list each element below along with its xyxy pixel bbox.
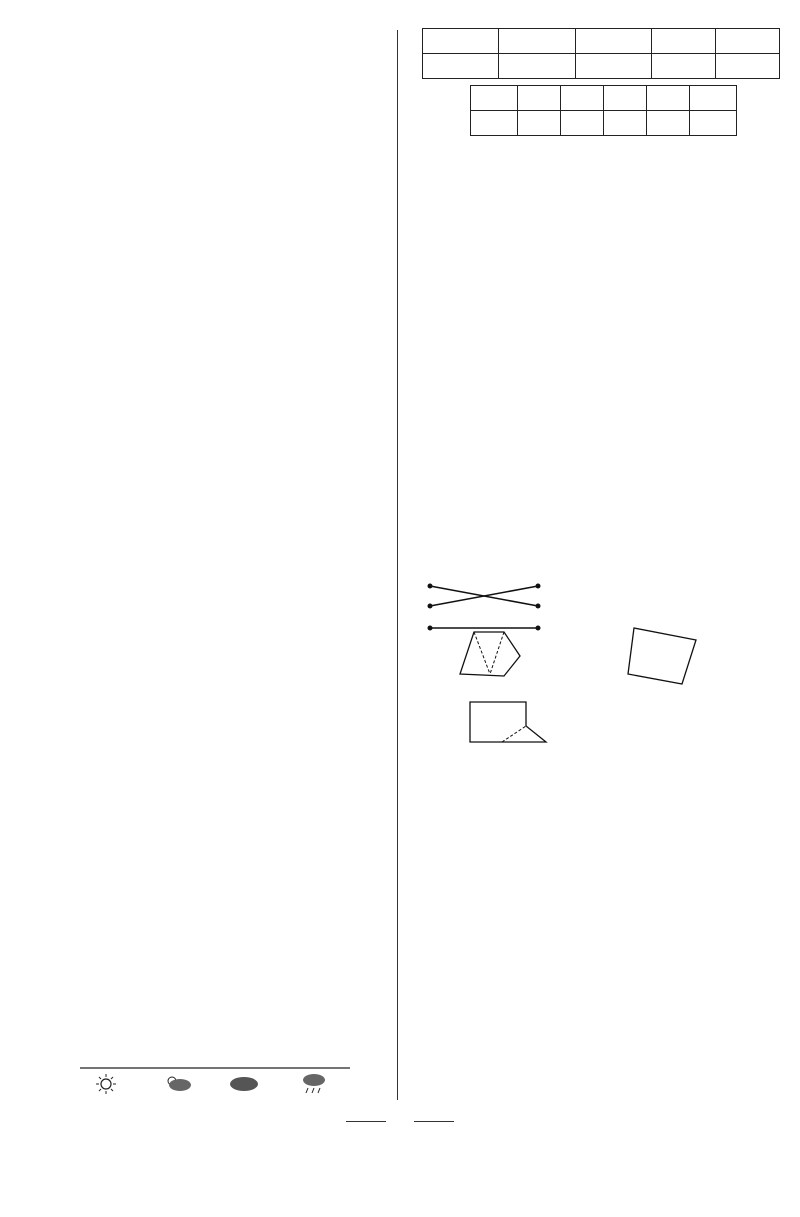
page-number-dash <box>414 1121 454 1122</box>
table-header <box>716 29 780 54</box>
table-header <box>604 86 647 111</box>
table-cell <box>471 111 518 136</box>
table-row <box>471 86 737 111</box>
weather-bar-chart <box>80 912 380 1102</box>
table-cell <box>716 54 780 79</box>
table-cell <box>652 54 716 79</box>
tally-table <box>422 28 780 79</box>
grade-bar-chart <box>440 266 670 406</box>
table-header <box>575 29 651 54</box>
rain-icon <box>303 1074 325 1093</box>
page-number-dash <box>346 1121 386 1122</box>
sun-icon <box>96 1074 116 1094</box>
table-row <box>423 29 780 54</box>
table-header <box>471 86 518 111</box>
table-header <box>518 86 561 111</box>
stats-table <box>470 85 737 136</box>
matching-lines-diagram <box>426 578 546 638</box>
table-cell <box>423 54 499 79</box>
table-cell <box>561 111 604 136</box>
overcast-icon <box>230 1077 258 1091</box>
quadrilateral-cut-figure <box>624 624 704 688</box>
table-cell <box>647 111 690 136</box>
trapezoid-cut-figure <box>466 698 556 748</box>
table-header <box>561 86 604 111</box>
table-header <box>423 29 499 54</box>
table-cell <box>604 111 647 136</box>
table-header <box>647 86 690 111</box>
table-header <box>652 29 716 54</box>
right-column <box>420 28 780 258</box>
column-divider <box>397 30 398 1100</box>
table-header <box>690 86 737 111</box>
page-number <box>0 1110 800 1131</box>
pentagon-cut-figure <box>454 630 524 680</box>
table-row <box>423 54 780 79</box>
table-cell <box>499 54 575 79</box>
table-cell <box>690 111 737 136</box>
table-cell <box>518 111 561 136</box>
cloudy-icon <box>168 1077 191 1091</box>
left-column <box>30 28 386 32</box>
table-header <box>499 29 575 54</box>
table-row <box>471 111 737 136</box>
table-cell <box>575 54 651 79</box>
